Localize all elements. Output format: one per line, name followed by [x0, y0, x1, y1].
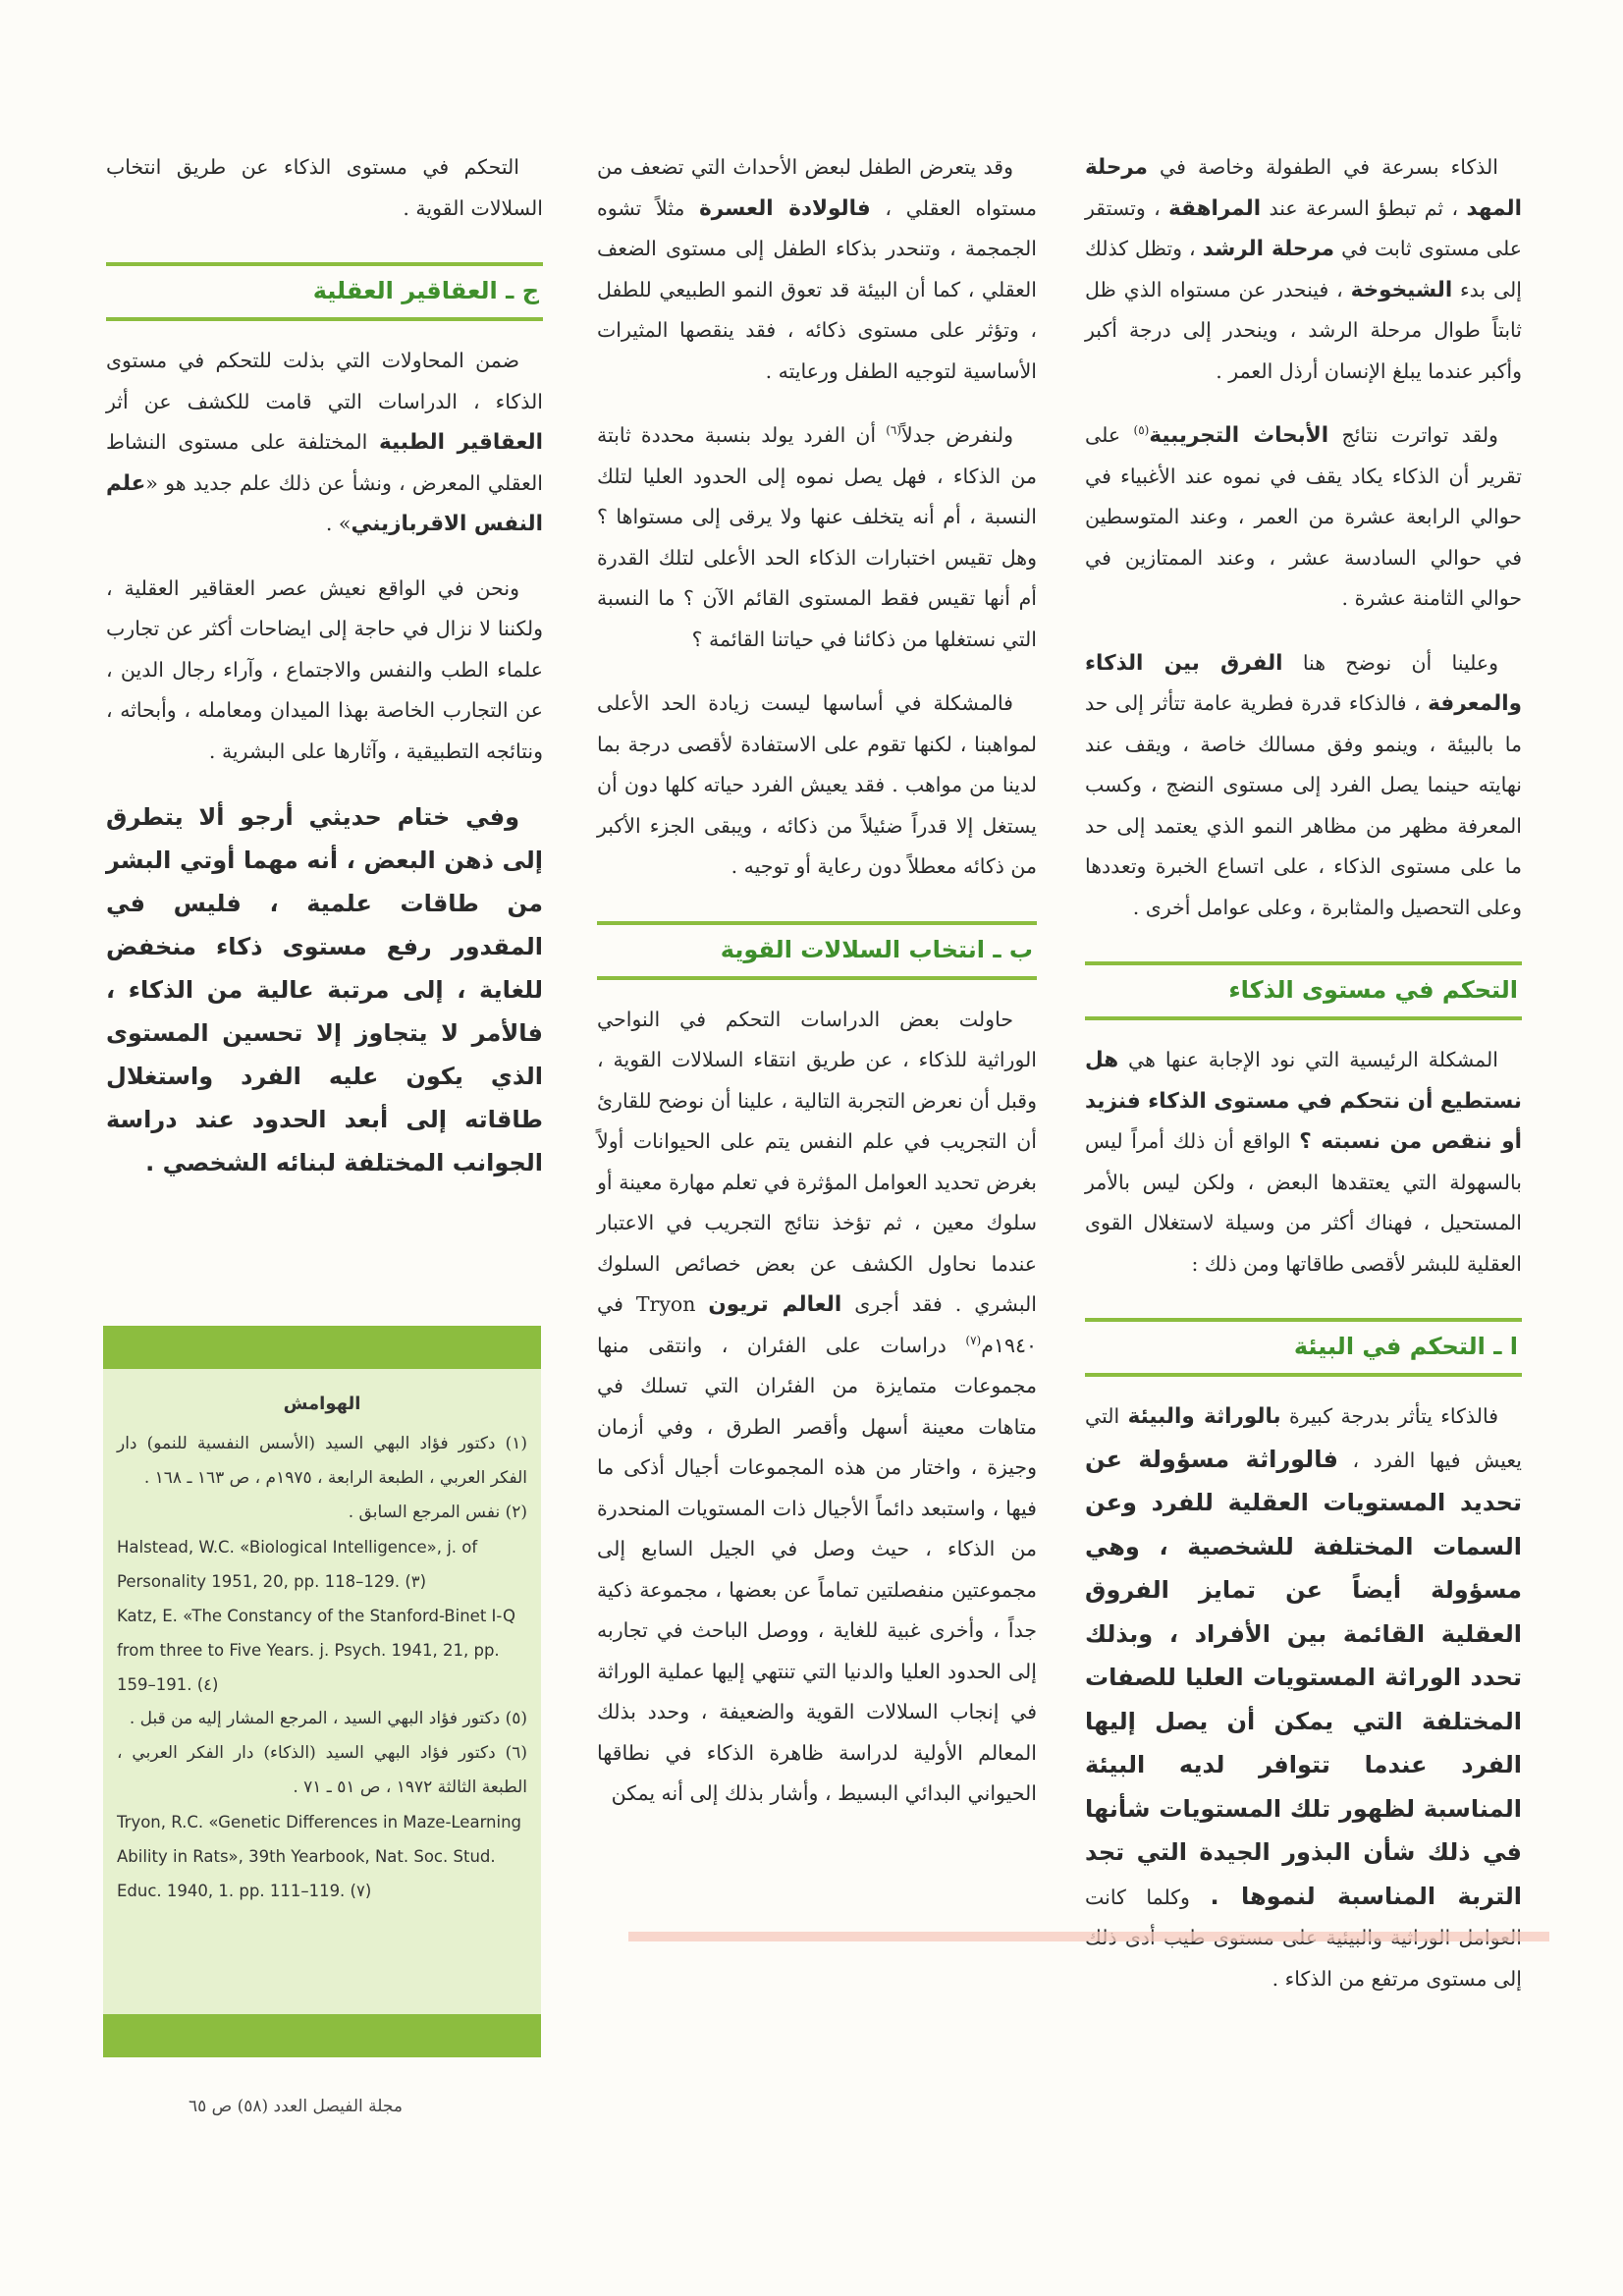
- text: حاولت بعض الدراسات التحكم في النواحي الوراثية للذكاء ، عن طريق انتقاء السلالات القوية ، وقبل أن نعرض التجربة التالية ، علينا أن نوضح للقارئ أن التجريب في علم النفس يتم على الحيوانات أولاً بغرض تحديد العوامل المؤثرة في تعلم مهارة معينة أو سلوك معين ، ثم تؤخذ نتائج التجريب في الاعتبار عندما نحاول الكشف عن بعض خصائص السلوك البشري . فقد أجرى: [597, 1007, 1037, 1316]
- footnotes-box: [103, 1326, 541, 2057]
- text: » .: [325, 512, 352, 535]
- footnote-ref: (٥): [1133, 423, 1150, 438]
- section-heading: ج ـ العقاقير العقلية: [106, 262, 543, 321]
- footnotes-title: الهوامش: [283, 1394, 361, 1414]
- text: ضمن المحاولات التي بذلت للتحكم في مستوى الذكاء ، الدراسات التي قامت للكشف عن أثر: [106, 349, 543, 413]
- footnote-item: (٦) دكتور فؤاد البهي السيد (الذكاء) دار الفكر العربي ، الطبعة الثالثة ١٩٧٢ ، ص ٥١ ـ ٧١ .: [117, 1743, 527, 1797]
- bold-term: علم النفس الاقربازيني: [106, 470, 543, 536]
- paragraph: فالمشكلة في أساسها ليست زيادة الحد الأعلى لمواهبنا ، لكنها تقوم على الاستفادة لأقصى درجة بما لدينا من مواهب . فقد يعيش الفرد حياته كلها دون أن يستغل إلا قدراً ضئيلاً من ذكائه ، ويبقى الجزء الأكبر من ذكائه معطلاً دون رعاية أو توجيه .: [597, 691, 1037, 878]
- latin-name: Tryon: [635, 1292, 696, 1316]
- paragraph: [1085, 147, 1522, 392]
- paragraph: [597, 415, 1037, 660]
- text: الذكاء بسرعة في الطفولة وخاصة في: [1160, 155, 1498, 179]
- paragraph: [597, 1000, 1037, 1815]
- paragraph: ونحن في الواقع نعيش عصر العقاقير العقلية ، ولكننا لا نزال في حاجة إلى ايضاحات أكثر عن تجارب علماء الطب والنفس والاجتماع ، وآراء رجال الدين ، عن التجارب الخاصة بهذا الميدان ومعامله ، وأبحاثه ، ونتائجه التطبيقية ، وآثارها على البشرية .: [106, 575, 543, 763]
- text: وقد يتعرض الطفل لبعض الأحداث التي تضعف من مستواه العقلي ،: [597, 155, 1037, 220]
- footnote-item: (٢) نفس المرجع السابق .: [348, 1503, 527, 1522]
- left-column: [106, 147, 543, 1208]
- text: ، فينحدر عن مستواه الذي ظل ثابتاً طوال مرحلة الرشد ، وينحدر إلى درجة أكبر وأكبر عندما يبلغ الإنسان أرذل العمر .: [1085, 277, 1522, 383]
- bold-term: العقاقير الطبية: [378, 430, 543, 455]
- paragraph: [1085, 1396, 1522, 1999]
- footnotes-bottom-bar: [103, 2014, 541, 2057]
- bold-term: العالم تريون: [708, 1292, 842, 1317]
- text: التي يعيش فيها الفرد ،: [1085, 1404, 1522, 1472]
- footnote-item: Katz, E. «The Constancy of the Stanford-Binet I-Q from three to Five Years. j. Psych. 1941, 21, pp. 159–191. (٤): [117, 1607, 515, 1694]
- text: المشكلة الرئيسية التي نود الإجابة عنها هي: [1128, 1048, 1498, 1071]
- bold-term: مرحلة المهد: [1085, 155, 1522, 221]
- bold-term: فالولادة العسرة: [699, 195, 871, 221]
- text: المختلفة على مستوى النشاط العقلي المعرض ، ونشأ عن ذلك علم جديد هو «: [106, 430, 543, 495]
- text: وكلما كانت إلى مستوى مرتفع من الذكاء .: [1085, 1885, 1522, 1991]
- bold-term: الفرق بين الذكاء والمعرفة: [1085, 650, 1522, 716]
- text: فالذكاء يتأثر بدرجة كبيرة: [1288, 1404, 1498, 1428]
- bold-term: المراهقة: [1168, 195, 1262, 221]
- section-heading: ب ـ انتخاب السلالات القوية: [597, 921, 1037, 980]
- scan-artifact-line: [628, 1932, 1549, 1941]
- footnote-ref: (٧): [965, 1333, 982, 1347]
- text: مثلاً تشوه الجمجمة ، وتنحدر بذكاء الطفل إلى مستوى الضعف العقلي ، كما أن البيئة قد تعوق النمو الطبيعي للطفل ، وتؤثر على مستوى ذكائه ، فقد ينقصها المثيرات الأساسية لتوجيه الطفل ورعايته .: [597, 195, 1037, 383]
- text: ، فالذكاء قدرة فطرية عامة تتأثر إلى حد ما بالبيئة ، وينمو وفق مسالك خاصة ، ويقف عند نهايته حينما يصل الفرد إلى مستوى النضج ، وكسب المعرفة مظهر من مظاهر النمو الذي يعتمد إلى حد ما على مستوى الذكاء ، على اتساع الخبرة وتعددها وعلى التحصيل والمثابرة ، وعلى عوامل أخرى .: [1085, 691, 1522, 919]
- paragraph: [106, 341, 543, 545]
- footnote-item: (٥) دكتور فؤاد البهي السيد ، المرجع المشار إليه من قبل .: [129, 1709, 527, 1728]
- footnote-item: Tryon, R.C. «Genetic Differences in Maze-Learning Ability in Rats», 39th Yearbook, Nat. Soc. Stud. Educ. 1940, 1. pp. 111–119. (٧): [117, 1813, 522, 1900]
- bold-term: مرحلة الرشد: [1202, 237, 1335, 261]
- footnote-item: (١) دكتور فؤاد البهي السيد (الأسس النفسية للنمو) دار الفكر العربي ، الطبعة الرابعة ، ١٩٧٥م ، ص ١٦٣ ـ ١٦٨ .: [117, 1434, 527, 1488]
- footnotes-top-bar: [103, 1326, 541, 1369]
- middle-column: [597, 147, 1037, 1838]
- text: ، وتستقر على مستوى ثابت في: [1085, 195, 1522, 260]
- right-column: [1085, 147, 1522, 2023]
- page-footer: مجلة الفيصل العدد (٥٨) ص ٦٥: [188, 2097, 403, 2116]
- text: دراسات على الفئران ، وانتقى منها مجموعات متمايزة من الفئران التي تسلك في متاهات معينة أسهل وأقصر الطرق ، وفي أزمان وجيزة ، واختار من هذه المجموعات أجيال أذكى ما فيها ، واستبعد دائماً الأجيال ذات المستويات المنحدرة من الذكاء ، حيث وصل في الجيل السابع إلى مجموعتين منفصلتين تماماً عن بعضها ، مجموعة ذكية جداً ، وأخرى غبية للغاية ، ووصل الباحث في تجاربه إلى الحدود العليا والدنيا التي تنتهي إليها عملية الوراثة في إنجاب السلالات القوية والضعيفة ، وحدد بذلك المعالم الأولية لدراسة ظاهرة الذكاء في نطاقها الحيواني البدائي البسيط ، وأشار بذلك إلى أنه يمكن: [597, 1333, 1037, 1805]
- bold-passage: فالوراثة مسؤولة عن تحديد المستويات العقلية للفرد وعن السمات المختلفة للشخصية ، وهي مسؤولة أيضاً عن تمايز الفروق العقلية القائمة بين الأفراد ، وبذلك تحدد الوراثة المستويات العليا للصفات المختلفة التي يمكن أن يصل إليها الفرد عندما تتوافر لديه البيئة المناسبة لظهور تلك المستويات شأنها في ذلك شأن البذور الجيدة التي تجد التربة المناسبة لنموها .: [1085, 1445, 1522, 1910]
- section-heading: ا ـ التحكم في البيئة: [1085, 1318, 1522, 1377]
- text: الواقع أن ذلك أمراً ليس بالسهولة التي يعتقدها البعض ، ولكن ليس بالأمر المستحيل ، فهناك أكثر من وسيلة لاستغلال القوى العقلية للبشر لأقصى طاقاتها ومن ذلك :: [1085, 1129, 1522, 1276]
- bold-term: الأبحاث التجريبية: [1149, 423, 1329, 448]
- footnotes-body: [117, 1387, 527, 1908]
- paragraph: التحكم في مستوى الذكاء عن طريق انتخاب السلالات القوية .: [106, 155, 543, 220]
- paragraph: [1085, 415, 1522, 620]
- conclusion-paragraph: وفي ختام حديثي أرجو ألا يتطرق إلى ذهن البعض ، أنه مهما أوتي البشر من طاقات علمية ، فليس في المقدور رفع مستوى ذكاء منخفض للغاية ، إلى مرتبة عالية من الذكاء ، فالأمر لا يتجاوز إلا تحسين المستوى الذي يكون عليه الفرد واستغلال طاقاته إلى أبعد الحدود عند دراسة الجوانب المختلفة لبنائه الشخصي .: [106, 803, 543, 1176]
- text: في ١٩٤٠م: [597, 1292, 1037, 1357]
- footnote-item: Halstead, W.C. «Biological Intelligence», j. of Personality 1951, 20, pp. 118–129. (٣): [117, 1538, 478, 1591]
- text: ولقد تواترت نتائج: [1341, 423, 1498, 447]
- paragraph: [1085, 1040, 1522, 1285]
- section-heading: التحكم في مستوى الذكاء: [1085, 961, 1522, 1020]
- bold-term: بالوراثة والبيئة: [1127, 1404, 1281, 1429]
- text: وعلينا أن نوضح هنا: [1302, 650, 1498, 675]
- text: ، وتظل كذلك إلى بدء: [1085, 237, 1522, 301]
- text: على تقرير أن الذكاء يكاد يقف في نموه عند الأغبياء في حوالي الرابعة عشرة من العمر ، وعند المتوسطين في حوالي السادسة عشر ، وعند الممتازين في حوالي الثامنة عشرة .: [1085, 423, 1522, 610]
- paragraph: [597, 147, 1037, 392]
- paragraph: [1085, 643, 1522, 929]
- footnote-ref: (٦): [886, 423, 902, 438]
- bold-term: الشيخوخة: [1350, 277, 1453, 302]
- text: ، ثم تبطؤ السرعة عند: [1269, 195, 1459, 220]
- bold-term: هل نستطيع أن نتحكم في مستوى الذكاء فنزيد أو ننقص من نسبته ؟: [1085, 1048, 1522, 1154]
- text: أن الفرد يولد بنسبة محددة ثابتة من الذكاء ، فهل يصل نموه إلى الحدود العليا لتلك النسبة ، أم أنه يتخلف عنها ولا يرقى إلى مستواها ؟ وهل تقيس اختبارات الذكاء الحد الأعلى لتلك القدرة أم أنها تقيس فقط المستوى القائم الآن ؟ ما النسبة التي نستغلها من ذكائنا في حياتنا القائمة ؟: [597, 423, 1037, 651]
- text: ولنفرض جدلاً: [901, 423, 1013, 447]
